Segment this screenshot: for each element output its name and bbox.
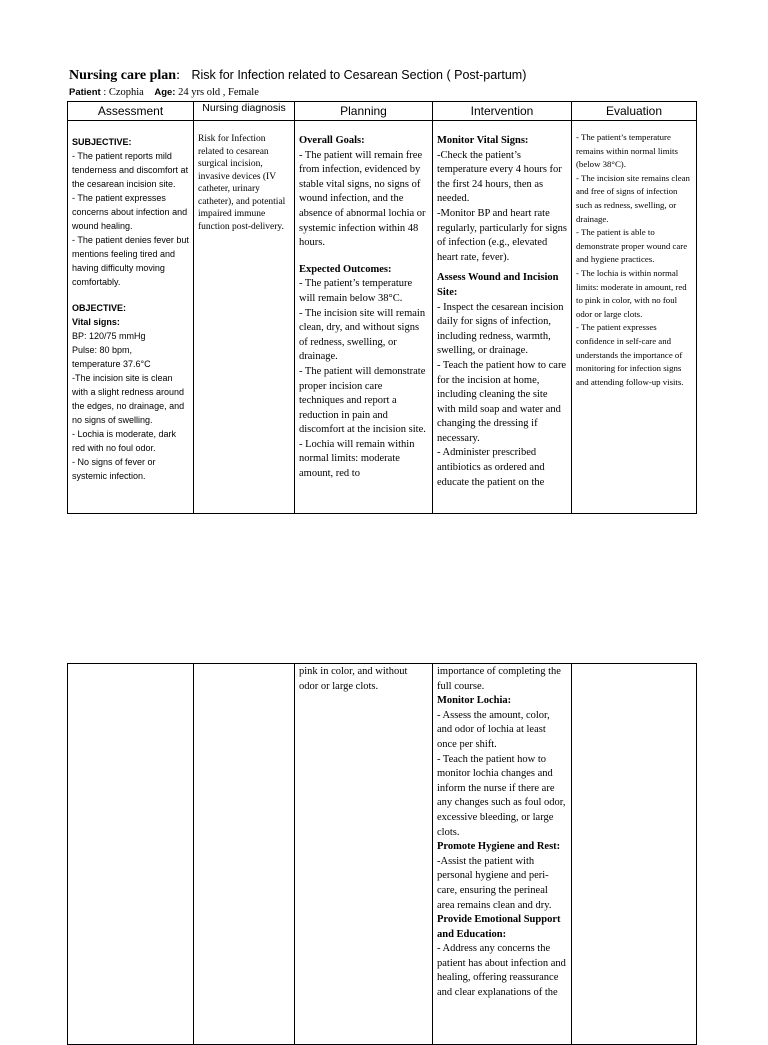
- patient-info: [69, 87, 259, 98]
- intervention-cell-continued: [433, 664, 572, 1045]
- emotional-support-heading: Provide Emotional Support and Education:: [437, 914, 561, 940]
- objective-item: - No signs of fever or systemic infection.: [72, 457, 156, 481]
- outcomes-heading: Expected Outcomes:: [299, 263, 392, 275]
- objective-item: -The incision site is clean with a slight redness around the edges, no drainage, and no signs of swelling.: [72, 373, 185, 425]
- col-header-assessment: Assessment: [68, 102, 194, 121]
- evaluation-cell-continued: [572, 664, 697, 1045]
- outcome-item: - The patient’s temperature will remain below 38°C.: [299, 278, 413, 304]
- care-plan-title: Nursing care plan: Risk for Infection related to Cesarean Section ( Post-partum): [69, 68, 527, 83]
- evaluation-item: - The patient expresses confidence in self-care and understands the importance of monitoring for infection signs and attending follow-up visits.: [576, 322, 684, 387]
- outcome-item: - The patient will demonstrate proper incision care techniques and report a reduction in pain and discomfort at the incision site.: [299, 365, 426, 436]
- col-header-diagnosis: Nursing diagnosis: [194, 102, 295, 121]
- assessment-cell-continued: [68, 664, 194, 1045]
- lochia-heading: Monitor Lochia:: [437, 695, 512, 707]
- patient-label: Patient: [69, 87, 101, 98]
- outcome-item: - The incision site will remain clean, dry, and without signs of redness, swelling, or drainage.: [299, 307, 426, 363]
- patient-name: : Czophia: [103, 87, 144, 98]
- diagnosis-text: Risk for Infection related to cesarean surgical incision, invasive devices (IV catheter, urinary catheter), and potential impaired immune function post-delivery.: [198, 134, 286, 232]
- vital-pulse: Pulse: 80 bpm,: [72, 345, 133, 355]
- title-label: Nursing care plan: [69, 68, 177, 83]
- intervention-item: - Teach the patient how to monitor lochia changes and inform the nurse if there are any changes such as foul odor, excessive bleeding, or large clots.: [437, 753, 566, 838]
- evaluation-item: - The patient is able to demonstrate proper wound care and hygiene practices.: [576, 227, 688, 265]
- intervention-cell: [433, 121, 572, 514]
- intervention-item: -Check the patient’s temperature every 4 hours for the first 24 hours, then as needed.: [437, 149, 562, 205]
- care-plan-table-page-2: [67, 663, 697, 1045]
- col-header-planning: Planning: [295, 102, 433, 121]
- subjective-item: - The patient denies fever but mentions feeling tired and having difficulty moving comfortably.: [72, 235, 189, 287]
- table-row: [68, 664, 697, 1045]
- vital-signs-heading: Monitor Vital Signs:: [437, 135, 529, 146]
- age-label: Age:: [154, 87, 176, 98]
- goals-heading: Overall Goals:: [299, 135, 365, 146]
- col-header-intervention: Intervention: [433, 102, 572, 121]
- vitals-heading: Vital signs:: [72, 317, 120, 327]
- evaluation-item: - The lochia is within normal limits: moderate in amount, red to pink in color, with no foul odor or large clots.: [576, 267, 687, 319]
- intervention-item: -Assist the patient with personal hygiene and peri-care, ensuring the perineal area remains clean and dry.: [437, 855, 552, 911]
- wound-heading: Assess Wound and Incision Site:: [437, 272, 559, 298]
- care-plan-table-page-1: [67, 101, 697, 514]
- planning-cell: [295, 121, 433, 514]
- subjective-item: - The patient expresses concerns about infection and wound healing.: [72, 193, 188, 231]
- intervention-continued-text: importance of completing the full course.: [437, 666, 561, 692]
- hygiene-heading: Promote Hygiene and Rest:: [437, 841, 561, 853]
- intervention-item: -Monitor BP and heart rate regularly, particularly for signs of infection (e.g., elevated heart rate, fever).: [437, 207, 567, 263]
- intervention-item: - Teach the patient how to care for the incision at home, including cleaning the site with mild soap and water and changing the dressing if necessary.: [437, 359, 567, 444]
- table-row: [68, 121, 697, 514]
- evaluation-item: - The incision site remains clean and free of signs of infection such as redness, swelling, or drainage.: [576, 172, 690, 224]
- vital-bp: BP: 120/75 mmHg: [72, 331, 146, 341]
- table-header-row: [68, 102, 697, 121]
- vital-temperature: temperature 37.6°C: [72, 359, 151, 369]
- outcome-item: - Lochia will remain within normal limits: moderate amount, red to: [299, 438, 415, 480]
- goals-text: - The patient will remain free from infection, evidenced by stable vital signs, no signs of wound infection, and the absence of abnormal lochia or systemic infection within 48 hours.: [299, 149, 426, 249]
- planning-continued-text: pink in color, and without odor or large clots.: [299, 666, 408, 692]
- objective-heading: OBJECTIVE:: [72, 303, 127, 313]
- intervention-item: - Assess the amount, color, and odor of lochia at least once per shift.: [437, 709, 550, 750]
- intervention-item: - Inspect the cesarean incision daily for signs of infection, including redness, warmth, swelling, or drainage.: [437, 301, 564, 357]
- col-header-evaluation: Evaluation: [572, 102, 697, 121]
- evaluation-item: - The patient’s temperature remains within normal limits (below 38°C).: [576, 132, 678, 170]
- intervention-item: - Administer prescribed antibiotics as ordered and educate the patient on the: [437, 447, 545, 488]
- intervention-item: - Address any concerns the patient has about infection and healing, offering reassurance and clear explanations of the: [437, 943, 566, 999]
- planning-cell-continued: [295, 664, 433, 1045]
- title-subject: Risk for Infection related to Cesarean Section ( Post-partum): [191, 68, 527, 82]
- age-value: 24 yrs old , Female: [178, 87, 259, 98]
- subjective-heading: SUBJECTIVE:: [72, 137, 132, 147]
- evaluation-cell: [572, 121, 697, 514]
- diagnosis-cell: [194, 121, 295, 514]
- assessment-cell: [68, 121, 194, 514]
- diagnosis-cell-continued: [194, 664, 295, 1045]
- objective-item: - Lochia is moderate, dark red with no foul odor.: [72, 429, 177, 453]
- subjective-item: - The patient reports mild tenderness and discomfort at the cesarean incision site.: [72, 151, 189, 189]
